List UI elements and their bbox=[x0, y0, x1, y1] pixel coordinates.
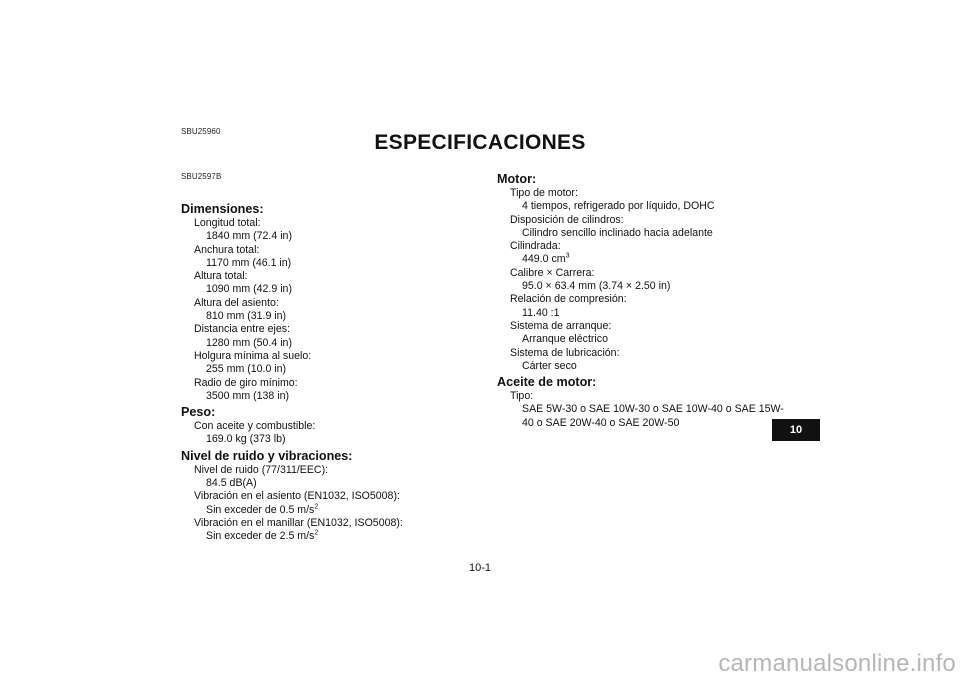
spec-value-text: Sin exceder de 2.5 m/s bbox=[206, 530, 315, 543]
spec-value bbox=[181, 477, 481, 490]
spec-item bbox=[497, 320, 797, 347]
spec-label: Cilindrada: bbox=[510, 240, 561, 253]
spec-value-text: 11.40 :1 bbox=[522, 306, 560, 319]
spec-value-text: 84.5 dB(A) bbox=[206, 477, 257, 490]
section-heading: Peso: bbox=[181, 405, 216, 420]
spec-item bbox=[181, 490, 481, 517]
spec-item bbox=[497, 240, 797, 267]
chapter-tab: 10 bbox=[772, 419, 820, 441]
spec-item bbox=[181, 517, 481, 544]
spec-label: Anchura total: bbox=[194, 243, 260, 256]
spec-value-text: 449.0 cm bbox=[522, 253, 566, 266]
spec-value bbox=[497, 253, 797, 266]
spec-item bbox=[181, 350, 481, 377]
spec-value bbox=[181, 337, 481, 350]
spec-item bbox=[181, 244, 481, 271]
document-code-top: SBU25960 bbox=[181, 127, 221, 136]
spec-value bbox=[497, 227, 797, 240]
spec-label: Sistema de arranque: bbox=[510, 319, 612, 332]
spec-item bbox=[497, 347, 797, 374]
spec-value-text: 95.0 × 63.4 mm (3.74 × 2.50 in) bbox=[522, 280, 671, 293]
spec-value-text: 1090 mm (42.9 in) bbox=[206, 283, 292, 296]
spec-label: Radio de giro mínimo: bbox=[194, 376, 298, 389]
spec-label: Tipo de motor: bbox=[510, 187, 578, 199]
spec-value bbox=[497, 307, 797, 320]
spec-value bbox=[181, 363, 481, 376]
spec-value bbox=[497, 333, 797, 346]
spec-value-superscript: 2 bbox=[314, 529, 319, 537]
spec-value-text: 810 mm (31.9 in) bbox=[206, 310, 287, 323]
spec-item bbox=[497, 187, 797, 214]
spec-item bbox=[497, 214, 797, 241]
spec-value bbox=[181, 504, 481, 517]
section-heading: Aceite de motor: bbox=[497, 375, 597, 390]
spec-item bbox=[181, 217, 481, 244]
watermark: carmanualsonline.info bbox=[718, 650, 956, 677]
spec-label: Disposición de cilindros: bbox=[510, 213, 624, 226]
spec-label: Calibre × Carrera: bbox=[510, 266, 595, 279]
spec-value-superscript: 2 bbox=[314, 503, 319, 511]
spec-item bbox=[181, 270, 481, 297]
spec-label: Relación de compresión: bbox=[510, 293, 627, 306]
right-column bbox=[497, 170, 797, 430]
spec-label: Longitud total: bbox=[194, 217, 261, 229]
spec-label: Vibración en el asiento (EN1032, ISO5008): bbox=[194, 490, 400, 503]
spec-value-text: Sin exceder de 0.5 m/s bbox=[206, 503, 315, 516]
spec-value-text: 169.0 kg (373 lb) bbox=[206, 433, 286, 446]
spec-label: Tipo: bbox=[510, 390, 534, 403]
spec-item bbox=[181, 420, 481, 447]
section-heading: Motor: bbox=[497, 172, 537, 186]
spec-value bbox=[181, 230, 481, 243]
spec-item bbox=[181, 323, 481, 350]
spec-label: Distancia entre ejes: bbox=[194, 323, 290, 336]
spec-value bbox=[181, 283, 481, 296]
spec-value bbox=[497, 403, 797, 416]
spec-value-text: 255 mm (10.0 in) bbox=[206, 363, 287, 376]
spec-value-text: 1840 mm (72.4 in) bbox=[206, 230, 292, 243]
spec-value bbox=[181, 390, 481, 403]
spec-value bbox=[181, 530, 481, 543]
spec-item bbox=[497, 267, 797, 294]
spec-label: Altura total: bbox=[194, 270, 248, 283]
spec-value-text: SAE 5W-30 o SAE 10W-30 o SAE 10W-40 o SAE 15W- bbox=[522, 403, 784, 416]
left-column bbox=[181, 200, 481, 544]
spec-item bbox=[497, 293, 797, 320]
spec-value bbox=[497, 360, 797, 373]
spec-value bbox=[181, 257, 481, 270]
spec-value-text: 1280 mm (50.4 in) bbox=[206, 336, 292, 349]
section-heading: Dimensiones: bbox=[181, 202, 264, 216]
spec-value-text: Cárter seco bbox=[522, 359, 577, 372]
document-code-section: SBU2597B bbox=[181, 172, 222, 181]
spec-item bbox=[497, 390, 797, 430]
section-heading: Nivel de ruido y vibraciones: bbox=[181, 448, 353, 463]
spec-label: Holgura mínima al suelo: bbox=[194, 349, 312, 362]
spec-label: Sistema de lubricación: bbox=[510, 346, 620, 359]
spec-value-text: 3500 mm (138 in) bbox=[206, 389, 290, 402]
spec-item bbox=[181, 377, 481, 404]
spec-item bbox=[181, 464, 481, 491]
page-number: 10-1 bbox=[468, 562, 492, 574]
spec-value bbox=[497, 200, 797, 213]
spec-value bbox=[181, 310, 481, 323]
spec-value-text: Arranque eléctrico bbox=[522, 333, 608, 346]
spec-label: Altura del asiento: bbox=[194, 296, 279, 309]
spec-value-text: 4 tiempos, refrigerado por líquido, DOHC bbox=[522, 200, 715, 213]
spec-value-text: 1170 mm (46.1 in) bbox=[206, 256, 292, 269]
spec-item bbox=[181, 297, 481, 324]
spec-label: Nivel de ruido (77/311/EEC): bbox=[194, 463, 329, 476]
spec-value-continued: 40 o SAE 20W-40 o SAE 20W-50 bbox=[522, 416, 680, 429]
spec-label: Vibración en el manillar (EN1032, ISO5008): bbox=[194, 516, 403, 529]
spec-value-superscript: 3 bbox=[565, 252, 570, 260]
spec-value bbox=[497, 280, 797, 293]
spec-label: Con aceite y combustible: bbox=[194, 420, 316, 433]
page-title: ESPECIFICACIONES bbox=[374, 131, 586, 154]
spec-value-text: Cilindro sencillo inclinado hacia adelante bbox=[522, 226, 713, 239]
spec-value bbox=[181, 433, 481, 446]
